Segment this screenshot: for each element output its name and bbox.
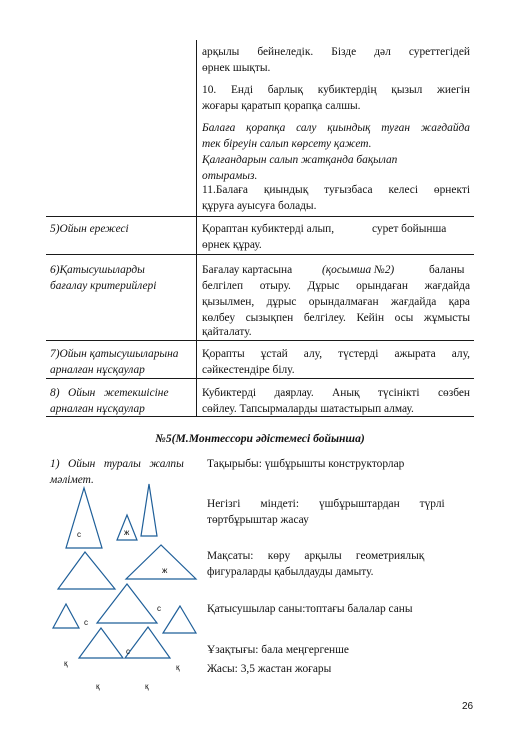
row-divider-4	[46, 378, 474, 379]
triangle	[53, 604, 79, 628]
info-label-cont: мәлімет.	[50, 474, 94, 486]
triangle	[141, 484, 157, 536]
row-divider-2	[46, 254, 474, 255]
triangle	[125, 627, 170, 658]
triangle-label: қ	[96, 682, 100, 691]
row5-text-line: сөйлеу. Тапсырмаларды шатастырып алмау.	[202, 403, 414, 415]
row-divider-3	[46, 340, 474, 341]
triangle-label: қ	[145, 682, 149, 691]
row3-text-part: Бағалау картасына	[202, 264, 293, 276]
column-divider	[196, 40, 197, 416]
row3-text-line: қызылмен, дұрыс орындалмаған жағдайда қара	[202, 296, 470, 308]
row1-step10: 10. Енді барлық кубиктердің қызыл жиегін	[202, 84, 470, 96]
info-duration: Ұзақтығы: бала меңгергенше	[207, 644, 349, 656]
triangle	[126, 545, 196, 579]
row5-label: 8) Ойын жетекшісіне	[50, 387, 169, 399]
row-divider-1	[46, 216, 474, 217]
row1-note-cont: тек біреуін салып көрсету қажет.	[202, 138, 372, 150]
row3-label: 6)Қатысушыларды	[50, 264, 145, 276]
triangle-label: с	[84, 618, 88, 627]
triangle	[58, 552, 115, 589]
row1-text-line: арқылы бейнеледік. Бізде дәл суреттегідей	[202, 46, 470, 58]
triangle-label: қ	[176, 663, 180, 672]
triangle-label: ж	[162, 566, 168, 575]
row1-step10-cont: жоғары қаратып қорапқа салшы.	[202, 100, 361, 112]
row1-step11: 11.Балаға қиындық туғызбаса келесі өрнекті	[202, 184, 470, 196]
row4-label: 7)Ойын қатысушыларына	[50, 348, 179, 360]
row4-label-cont: арналған нұсқаулар	[50, 364, 145, 376]
triangle	[117, 515, 137, 540]
info-label: 1) Ойын туралы жалпы	[50, 458, 184, 470]
triangle	[79, 628, 123, 658]
row2-label: 5)Ойын ережесі	[50, 223, 129, 235]
row2-text-part: сурет бойынша	[372, 223, 447, 235]
info-participants: Қатысушылар саны:топтағы балалар саны	[207, 603, 413, 615]
section-title: №5(М.Монтессори әдістемесі бойынша)	[155, 432, 365, 445]
info-goal-cont: фигураларды қабылдауды дамыту.	[207, 566, 374, 578]
row1-note: Балаға қорапқа салу қиындық туған жағдайда	[202, 122, 470, 134]
row1-note2-cont: отырамыз.	[202, 170, 258, 182]
row1-note2: Қалғандарын салып жатқанда бақылап	[202, 154, 398, 166]
info-main-task: Негізгі міндеті: үшбұрыштардан түрлі	[207, 498, 445, 510]
row4-text-line: сәйкестендіре білу.	[202, 364, 295, 376]
row4-text-line: Қорапты ұстай алу, түстерді ажырата алу,	[202, 348, 470, 360]
row3-text-part: баланы	[429, 264, 465, 276]
info-age: Жасы: 3,5 жастан жоғары	[207, 663, 332, 675]
row2-text-cont: өрнек құрау.	[202, 239, 262, 251]
row5-label-cont: арналған нұсқаулар	[50, 403, 145, 415]
info-goal: Мақсаты: көру арқылы геометриялық	[207, 550, 425, 562]
row3-text-line: белгілеп отыру. Дұрыс орындаған жағдайда	[202, 280, 470, 292]
triangle-label: с	[77, 530, 81, 539]
row1-step11-cont: құруға ауысуға болады.	[202, 200, 317, 212]
triangle	[66, 488, 102, 548]
triangle-label: с	[157, 604, 161, 613]
row2-text-part: Қораптан кубиктерді алып,	[202, 223, 335, 235]
triangle-label: қ	[64, 659, 68, 668]
info-topic: Тақырыбы: үшбұрышты конструкторлар	[207, 458, 405, 470]
row1-text-line: өрнек шықты.	[202, 62, 271, 74]
triangle	[97, 584, 157, 623]
triangle-label: ж	[124, 528, 130, 537]
row5-text-line: Кубиктерді даярлау. Анық түсінікті сөзбен	[202, 387, 470, 399]
row3-appendix-ref: (қосымша №2)	[322, 264, 395, 276]
row3-text-line: қайталату.	[202, 326, 252, 338]
info-main-task-cont: төртбұрыштар жасау	[207, 514, 309, 526]
page-number: 26	[462, 701, 474, 712]
row3-text-line: көлбеу сызықпен белгілеу. Кейін осы жұмысты	[202, 312, 470, 324]
triangle	[163, 606, 196, 633]
triangle-label: с	[126, 647, 130, 656]
row3-label-cont: бағалау критерийлері	[50, 280, 157, 292]
